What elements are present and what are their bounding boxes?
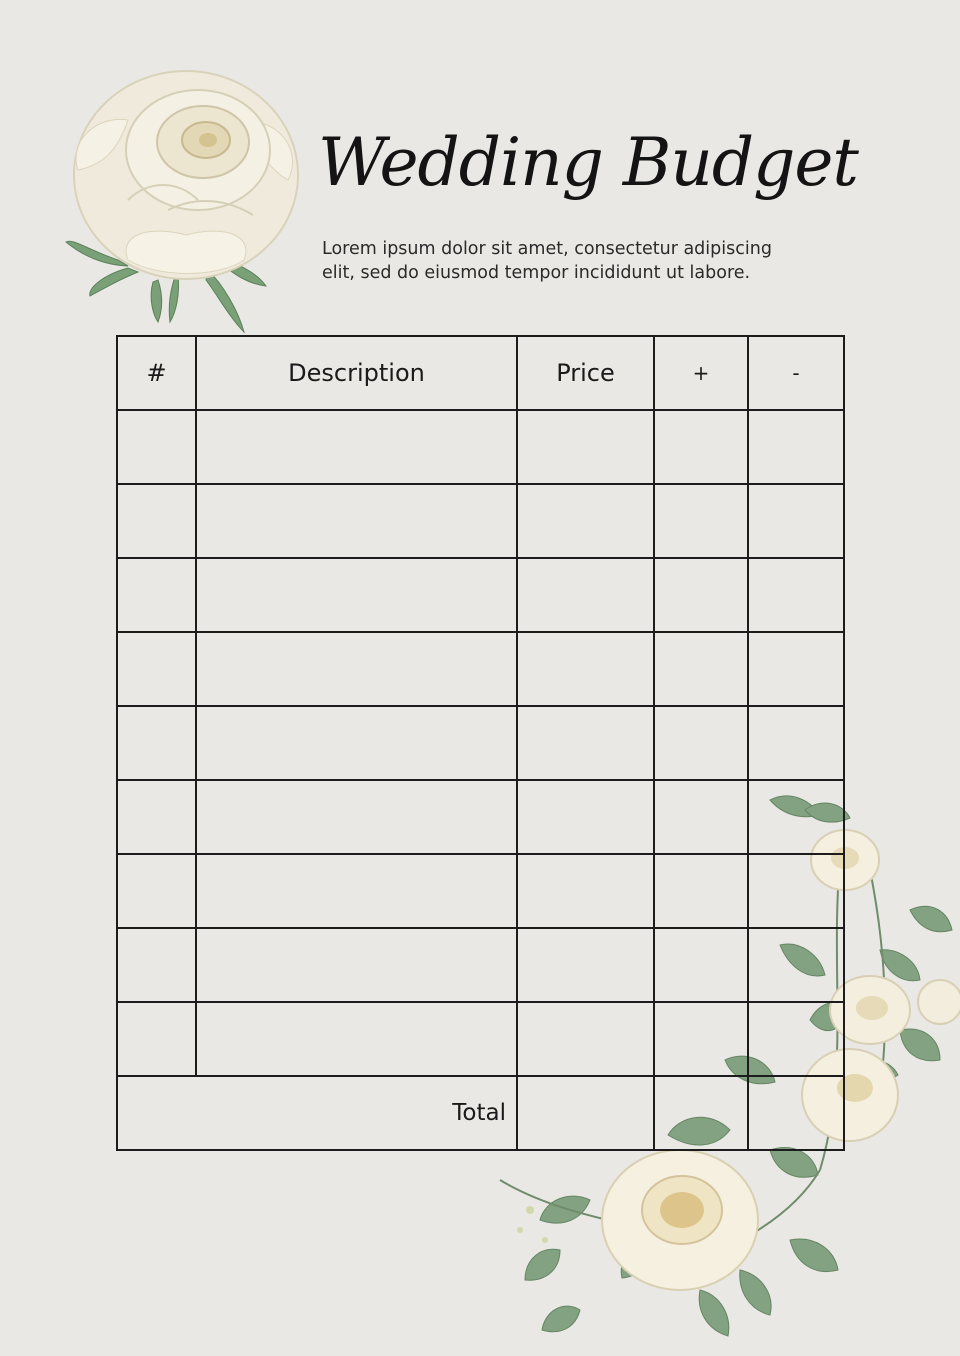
page-subtitle (322, 237, 842, 285)
table-header-row (117, 336, 844, 410)
cell-description[interactable] (196, 558, 517, 632)
cell-description[interactable] (196, 484, 517, 558)
cell-number[interactable] (117, 484, 196, 558)
column-header-number: # (117, 336, 196, 410)
cell-minus[interactable] (748, 410, 844, 484)
cell-plus[interactable] (654, 484, 748, 558)
cell-number[interactable] (117, 780, 196, 854)
cell-description[interactable] (196, 1002, 517, 1076)
cell-description[interactable] (196, 632, 517, 706)
cell-number[interactable] (117, 928, 196, 1002)
table-row (117, 484, 844, 558)
cell-minus[interactable] (748, 558, 844, 632)
cell-number[interactable] (117, 410, 196, 484)
total-minus-cell[interactable] (748, 1076, 844, 1150)
column-header-plus: + (654, 336, 748, 410)
cell-minus[interactable] (748, 706, 844, 780)
table-row (117, 780, 844, 854)
cell-price[interactable] (517, 410, 654, 484)
cell-price[interactable] (517, 854, 654, 928)
cell-price[interactable] (517, 780, 654, 854)
column-header-description: Description (196, 336, 517, 410)
cell-price[interactable] (517, 1002, 654, 1076)
subtitle-line: elit, sed do eiusmod tempor incididunt ut labore. (322, 263, 751, 283)
cell-minus[interactable] (748, 632, 844, 706)
subtitle-line: Lorem ipsum dolor sit amet, consectetur adipiscing (322, 239, 772, 259)
cell-description[interactable] (196, 410, 517, 484)
cell-description[interactable] (196, 706, 517, 780)
cell-plus[interactable] (654, 632, 748, 706)
rose-illustration (58, 60, 318, 340)
table-row (117, 1002, 844, 1076)
budget-table (116, 335, 845, 1151)
cell-minus[interactable] (748, 780, 844, 854)
column-header-minus: - (748, 336, 844, 410)
cell-number[interactable] (117, 632, 196, 706)
cell-price[interactable] (517, 632, 654, 706)
cell-minus[interactable] (748, 1002, 844, 1076)
cell-description[interactable] (196, 928, 517, 1002)
table-row (117, 854, 844, 928)
cell-price[interactable] (517, 484, 654, 558)
total-row (117, 1076, 844, 1150)
table-row (117, 558, 844, 632)
cell-number[interactable] (117, 558, 196, 632)
page-title: Wedding Budget (318, 124, 858, 201)
cell-price[interactable] (517, 706, 654, 780)
cell-plus[interactable] (654, 1002, 748, 1076)
cell-plus[interactable] (654, 410, 748, 484)
column-header-price: Price (517, 336, 654, 410)
cell-price[interactable] (517, 928, 654, 1002)
total-price-cell[interactable] (517, 1076, 654, 1150)
cell-description[interactable] (196, 780, 517, 854)
total-plus-cell[interactable] (654, 1076, 748, 1150)
cell-plus[interactable] (654, 928, 748, 1002)
total-label: Total (117, 1076, 517, 1150)
table-row (117, 632, 844, 706)
cell-description[interactable] (196, 854, 517, 928)
cell-plus[interactable] (654, 854, 748, 928)
table-row (117, 410, 844, 484)
cell-number[interactable] (117, 706, 196, 780)
cell-plus[interactable] (654, 706, 748, 780)
cell-plus[interactable] (654, 780, 748, 854)
cell-minus[interactable] (748, 484, 844, 558)
cell-number[interactable] (117, 854, 196, 928)
table-row (117, 706, 844, 780)
cell-number[interactable] (117, 1002, 196, 1076)
cell-plus[interactable] (654, 558, 748, 632)
table-row (117, 928, 844, 1002)
cell-minus[interactable] (748, 854, 844, 928)
cell-minus[interactable] (748, 928, 844, 1002)
cell-price[interactable] (517, 558, 654, 632)
